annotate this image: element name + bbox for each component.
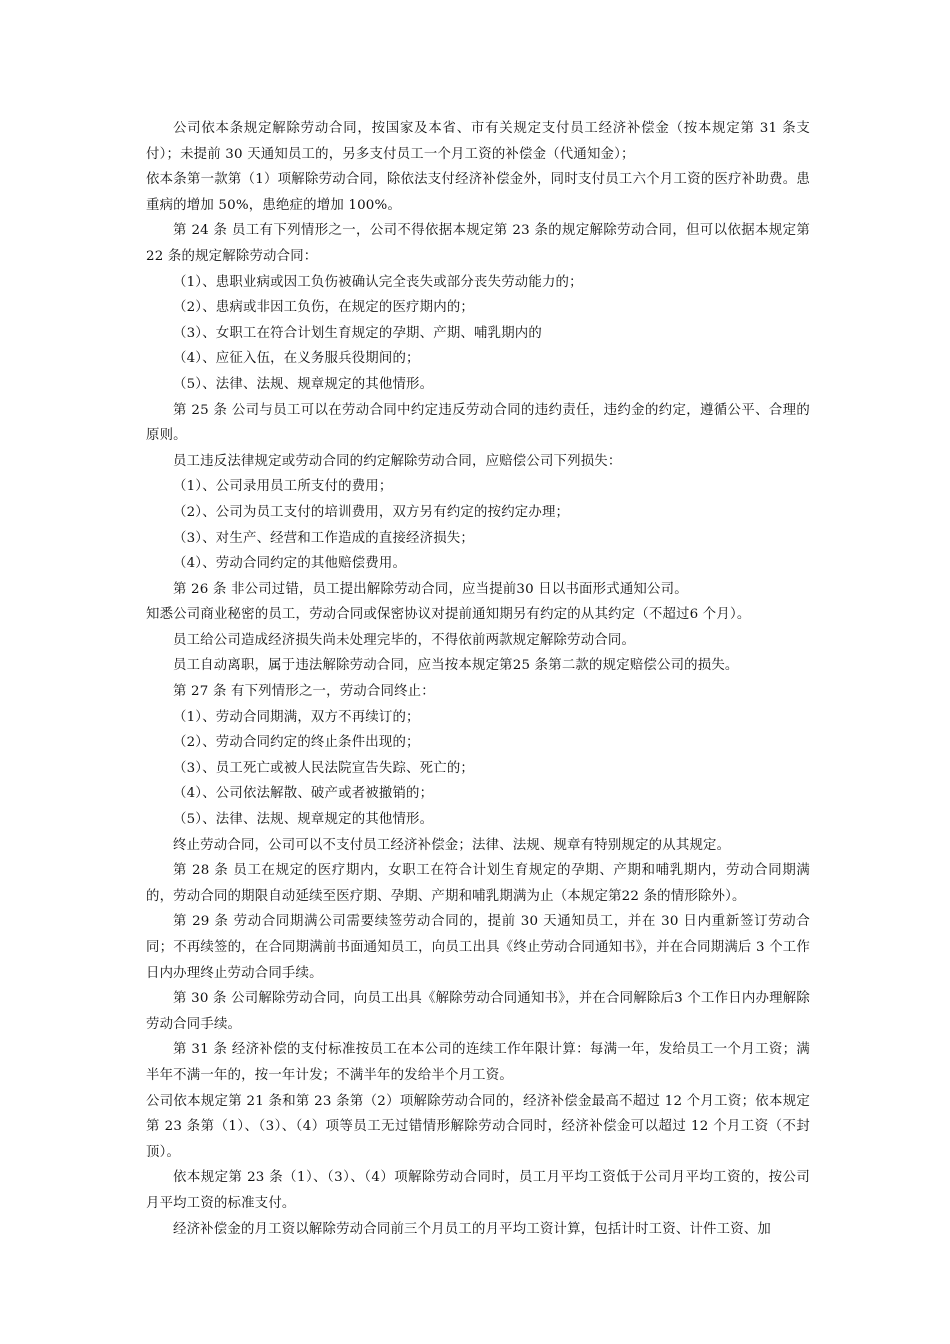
- article-27: 第 27 条 有下列情形之一，劳动合同终止：: [173, 684, 435, 700]
- paragraph: 公司依本条规定解除劳动合同，按国家及本省、市有关规定支付员工经济补偿金（按本规定第 31 条支付）；未提前 30 天通知员工的，另多支付员工一个月工资的补偿金（代通知金）；: [146, 121, 810, 162]
- paragraph: 经济补偿金的月工资以解除劳动合同前三个月员工的月平均工资计算，包括计时工资、计件工资、加: [173, 1221, 771, 1237]
- list-item: （5）、法律、法规、规章规定的其他情形。: [173, 812, 434, 828]
- list-item: （4）、应征入伍，在义务服兵役期间的；: [173, 351, 420, 367]
- document-page: [146, 116, 810, 1242]
- list-item: （3）、对生产、经营和工作造成的直接经济损失；: [173, 530, 475, 546]
- list-item: （1）、公司录用员工所支付的费用；: [173, 479, 393, 495]
- article-24: 第 24 条 员工有下列情形之一，公司不得依据本规定第 23 条的规定解除劳动合同，但可以依据本规定第 22 条的规定解除劳动合同：: [146, 223, 810, 264]
- list-item: （3）、女职工在符合计划生育规定的孕期、产期、哺乳期内的: [173, 325, 542, 341]
- list-item: （3）、员工死亡或被人民法院宣告失踪、死亡的；: [173, 760, 475, 776]
- paragraph: 员工给公司造成经济损失尚未处理完毕的，不得依前两款规定解除劳动合同。: [173, 632, 636, 648]
- paragraph: 员工违反法律规定或劳动合同的约定解除劳动合同，应赔偿公司下列损失：: [173, 453, 622, 469]
- list-item: （4）、劳动合同约定的其他赔偿费用。: [173, 556, 407, 572]
- list-item: （1）、劳动合同期满，双方不再续订的；: [173, 709, 420, 725]
- paragraph: 公司依本规定第 21 条和第 23 条第（2）项解除劳动合同的，经济补偿金最高不超过 12 个月工资；依本规定第 23 条第（1）、（3）、（4）项等员工无过错情形解除劳动合同时，经济补偿金可以超过 12 个月工资（不封顶）。: [146, 1093, 810, 1160]
- paragraph: 知悉公司商业秘密的员工，劳动合同或保密协议对提前通知期另有约定的从其约定（不超过6 个月）。: [146, 607, 751, 623]
- article-28: 第 28 条 员工在规定的医疗期内，女职工在符合计划生育规定的孕期、产期和哺乳期内，劳动合同期满的，劳动合同的期限自动延续至医疗期、孕期、产期和哺乳期满为止（本规定第22 条的情形除外）。: [146, 863, 810, 904]
- article-26: 第 26 条 非公司过错，员工提出解除劳动合同，应当提前30 日以书面形式通知公司。: [173, 581, 688, 597]
- list-item: （2）、患病或非因工负伤，在规定的医疗期内的；: [173, 300, 475, 316]
- list-item: （5）、法律、法规、规章规定的其他情形。: [173, 376, 434, 392]
- list-item: （4）、公司依法解散、破产或者被撤销的；: [173, 786, 434, 802]
- article-31: 第 31 条 经济补偿的支付标准按员工在本公司的连续工作年限计算：每满一年，发给员工一个月工资；满半年不满一年的，按一年计发；不满半年的发给半个月工资。: [146, 1042, 810, 1083]
- paragraph: 依本规定第 23 条（1）、（3）、（4）项解除劳动合同时，员工月平均工资低于公司月平均工资的，按公司月平均工资的标准支付。: [146, 1170, 810, 1211]
- list-item: （1）、患职业病或因工负伤被确认完全丧失或部分丧失劳动能力的；: [173, 274, 583, 290]
- article-30: 第 30 条 公司解除劳动合同，向员工出具《解除劳动合同通知书》，并在合同解除后3 个工作日内办理解除劳动合同手续。: [146, 991, 810, 1032]
- list-item: （2）、公司为员工支付的培训费用，双方另有约定的按约定办理；: [173, 504, 570, 520]
- paragraph: 终止劳动合同，公司可以不支付员工经济补偿金；法律、法规、规章有特别规定的从其规定。: [173, 837, 731, 853]
- paragraph: 依本条第一款第（1）项解除劳动合同，除依法支付经济补偿金外，同时支付员工六个月工资的医疗补助费。患重病的增加 50%，患绝症的增加 100%。: [146, 172, 810, 213]
- paragraph: 员工自动离职，属于违法解除劳动合同，应当按本规定第25 条第二款的规定赔偿公司的损失。: [173, 658, 739, 674]
- article-29: 第 29 条 劳动合同期满公司需要续签劳动合同的，提前 30 天通知员工，并在 30 日内重新签订劳动合同；不再续签的，在合同期满前书面通知员工，向员工出具《终止劳动合同通知书》，并在合同期满后 3 个工作日内办理终止劳动合同手续。: [146, 914, 810, 981]
- article-25: 第 25 条 公司与员工可以在劳动合同中约定违反劳动合同的违约责任，违约金的约定，遵循公平、合理的原则。: [146, 402, 810, 444]
- list-item: （2）、劳动合同约定的终止条件出现的；: [173, 735, 420, 751]
